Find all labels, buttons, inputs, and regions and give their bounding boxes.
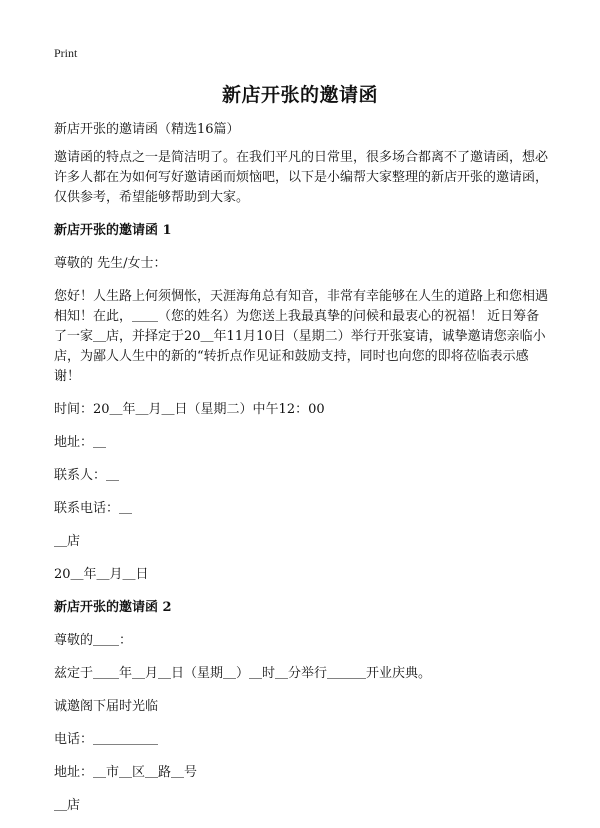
intro-paragraph: 邀请函的特点之一是简洁明了。在我们平凡的日常里，很多场合都离不了邀请函，想必许多人都在为如何写好邀请函而烦恼吧，以下是小编帮大家整理的新店开张的邀请函，仅供参考，希望能够帮助到大家。 [54, 150, 549, 205]
letter2-store: ＿店 [54, 798, 81, 813]
letter1-salutation: 尊敬的 先生/女士： [54, 256, 167, 271]
letter1-phone: 联系电话：＿ [54, 501, 133, 516]
letter1-heading: 新店开张的邀请函 1 [54, 223, 172, 238]
print-label: Print [54, 46, 78, 60]
letter2-body: 兹定于＿＿年＿月＿日（星期＿）＿时＿分举行＿＿＿开业庆典。 [54, 666, 432, 681]
letter1-store: ＿店 [54, 534, 81, 549]
letter2-salutation: 尊敬的＿＿： [54, 633, 133, 648]
letter2-address: 地址：＿市＿区＿路＿号 [54, 765, 198, 780]
letter1-address: 地址：＿ [54, 435, 107, 450]
letter1-date: 20＿年＿月＿日 [54, 567, 149, 582]
letter1-time: 时间：20＿年＿月＿日（星期二）中午12：00 [54, 402, 325, 417]
document-subtitle: 新店开张的邀请函（精选16篇） [54, 122, 240, 137]
letter2-heading: 新店开张的邀请函 2 [54, 600, 172, 615]
letter2-invite: 诚邀阁下届时光临 [54, 699, 159, 714]
letter1-body: 您好！人生路上何须惆怅，天涯海角总有知音，非常有幸能够在人生的道路上和您相遇相知！在此，＿＿（您的姓名）为您送上我最真挚的问候和最衷心的祝福！ 近日筹备了一家＿店，并择定于20＿年11月10日（星期二）举行开张宴请，诚挚邀请您亲临小店，为鄙人人生中的新的“转折点作见证和鼓励支持，同时也向您的即将莅临表示感谢！ [54, 289, 549, 384]
letter2-phone: 电话：＿＿＿＿＿ [54, 732, 159, 747]
letter1-contact: 联系人：＿ [54, 468, 120, 483]
document-title: 新店开张的邀请函 [221, 84, 378, 106]
document-body [54, 120, 550, 816]
